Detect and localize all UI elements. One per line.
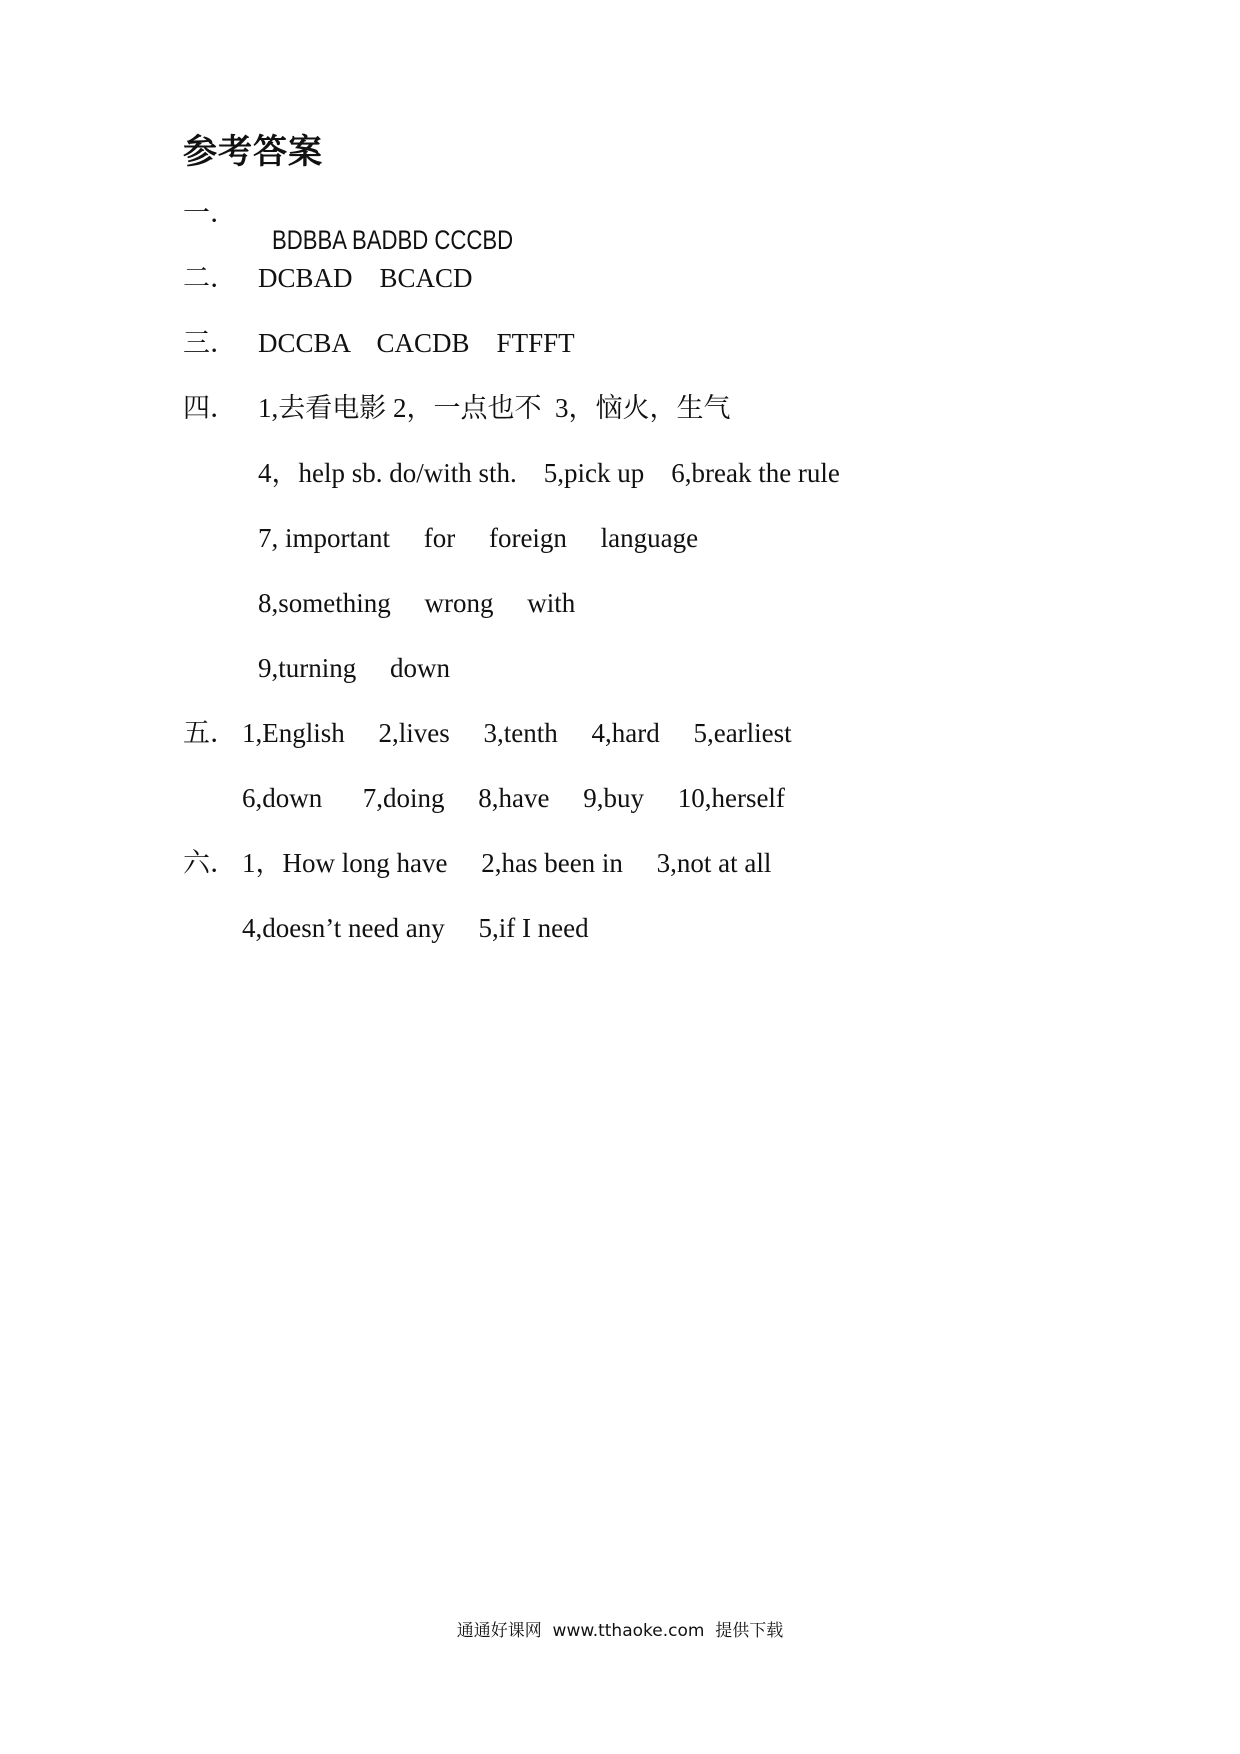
section-1-answers bbox=[258, 200, 566, 254]
section-1-answers-text: BDBBA BADBD CCCBD bbox=[271, 225, 513, 255]
section-1-number: 一． bbox=[183, 198, 237, 228]
section-6-line-1: 1，How long have 2,has been in 3,not at all bbox=[242, 848, 772, 878]
section-6-number: 六． bbox=[183, 848, 237, 878]
section-5-number: 五． bbox=[183, 718, 237, 748]
section-6-line-2: 4,doesn’t need any 5,if I need bbox=[242, 913, 589, 943]
section-4-line-5: 9,turning down bbox=[258, 653, 450, 683]
section-5-line-2: 6,down 7,doing 8,have 9,buy 10,herself bbox=[242, 783, 785, 813]
section-4-number: 四． bbox=[183, 393, 237, 423]
section-4-line-3: 7, important for foreign language bbox=[258, 523, 699, 553]
section-5-line-1: 1,English 2,lives 3,tenth 4,hard 5,earliest bbox=[242, 718, 792, 748]
page-title: 参考答案 bbox=[183, 132, 323, 172]
section-2-number: 二． bbox=[183, 263, 237, 293]
section-4-line-4: 8,something wrong with bbox=[258, 588, 576, 618]
section-3-number: 三． bbox=[183, 328, 237, 358]
section-4-line-2: 4，help sb. do/with sth. 5,pick up 6,break the rule bbox=[258, 458, 840, 488]
section-2-answers: DCBAD BCACD bbox=[258, 263, 473, 293]
page-footer: 通通好课网 www.tthaoke.com 提供下载 bbox=[456, 1621, 784, 1641]
section-3-answers: DCCBA CACDB FTFFT bbox=[258, 328, 575, 358]
section-4-line-1: 1,去看电影 2，一点也不 3，恼火，生气 bbox=[258, 393, 731, 423]
